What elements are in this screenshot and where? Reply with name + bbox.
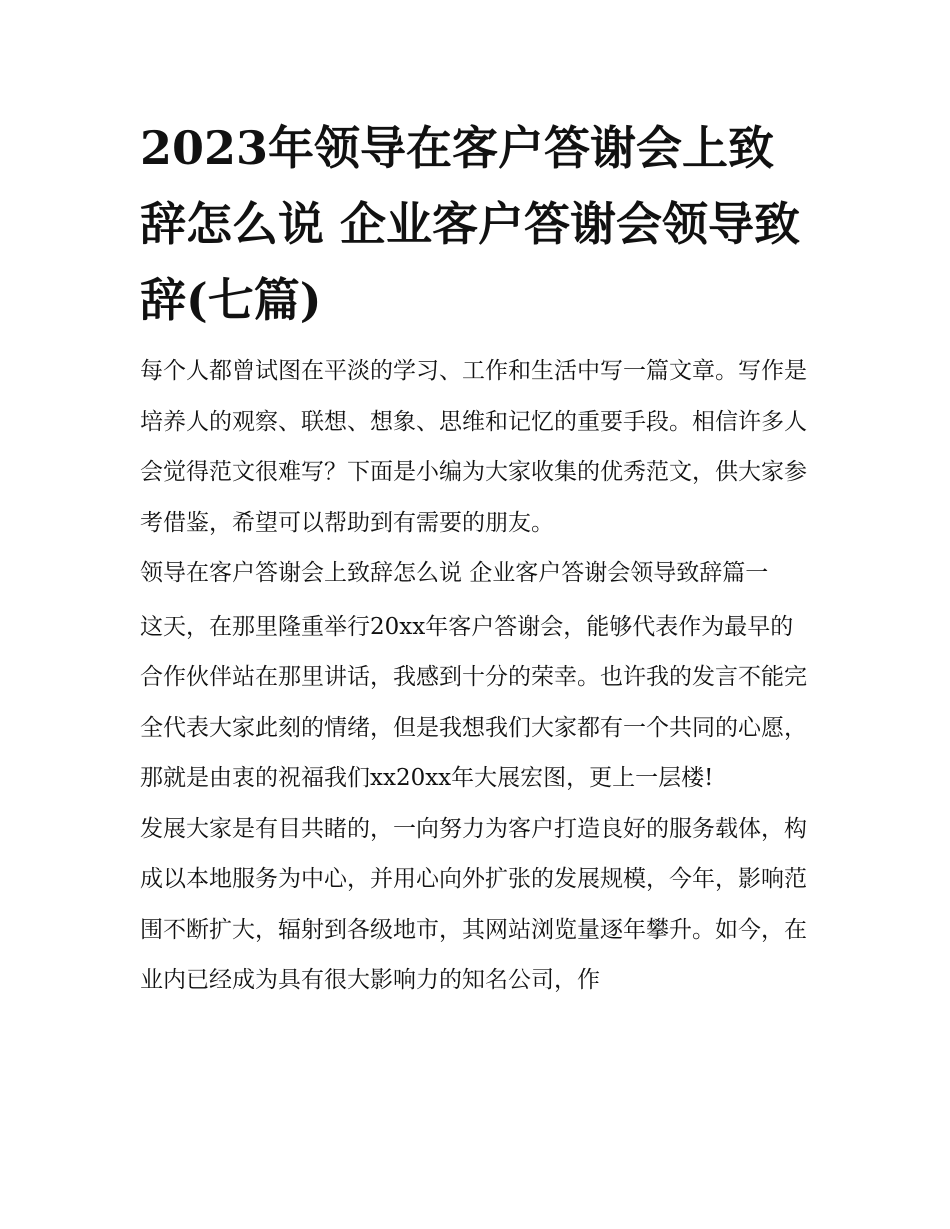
intro-paragraph: 每个人都曾试图在平淡的学习、工作和生活中写一篇文章。写作是培养人的观察、联想、想象、思维和记忆的重要手段。相信许多人会觉得范文很难写？下面是小编为大家收集的优秀范文，供大家参考借鉴，希望可以帮助到有需要的朋友。 xyxy=(140,358,807,536)
document-title: 2023年领导在客户答谢会上致辞怎么说 企业客户答谢会领导致辞(七篇) xyxy=(140,121,801,327)
document-body xyxy=(140,346,815,1006)
document-page xyxy=(140,110,815,1006)
body-paragraph: 这天，在那里隆重举行20xx年客户答谢会，能够代表作为最早的合作伙伴站在那里讲话，我感到十分的荣幸。也许我的发言不能完全代表大家此刻的情绪，但是我想我们大家都有一个共同的心愿，那就是由衷的祝福我们xx20xx年大展宏图，更上一层楼! xyxy=(140,613,807,791)
body-paragraph: 发展大家是有目共睹的，一向努力为客户打造良好的服务载体，构成以本地服务为中心，并用心向外扩张的发展规模，今年，影响范围不断扩大，辐射到各级地市，其网站浏览量逐年攀升。如今，在业内已经成为具有很大影响力的知名公司，作 xyxy=(140,815,807,993)
section-heading: 领导在客户答谢会上致辞怎么说 企业客户答谢会领导致辞篇一 xyxy=(140,560,769,586)
